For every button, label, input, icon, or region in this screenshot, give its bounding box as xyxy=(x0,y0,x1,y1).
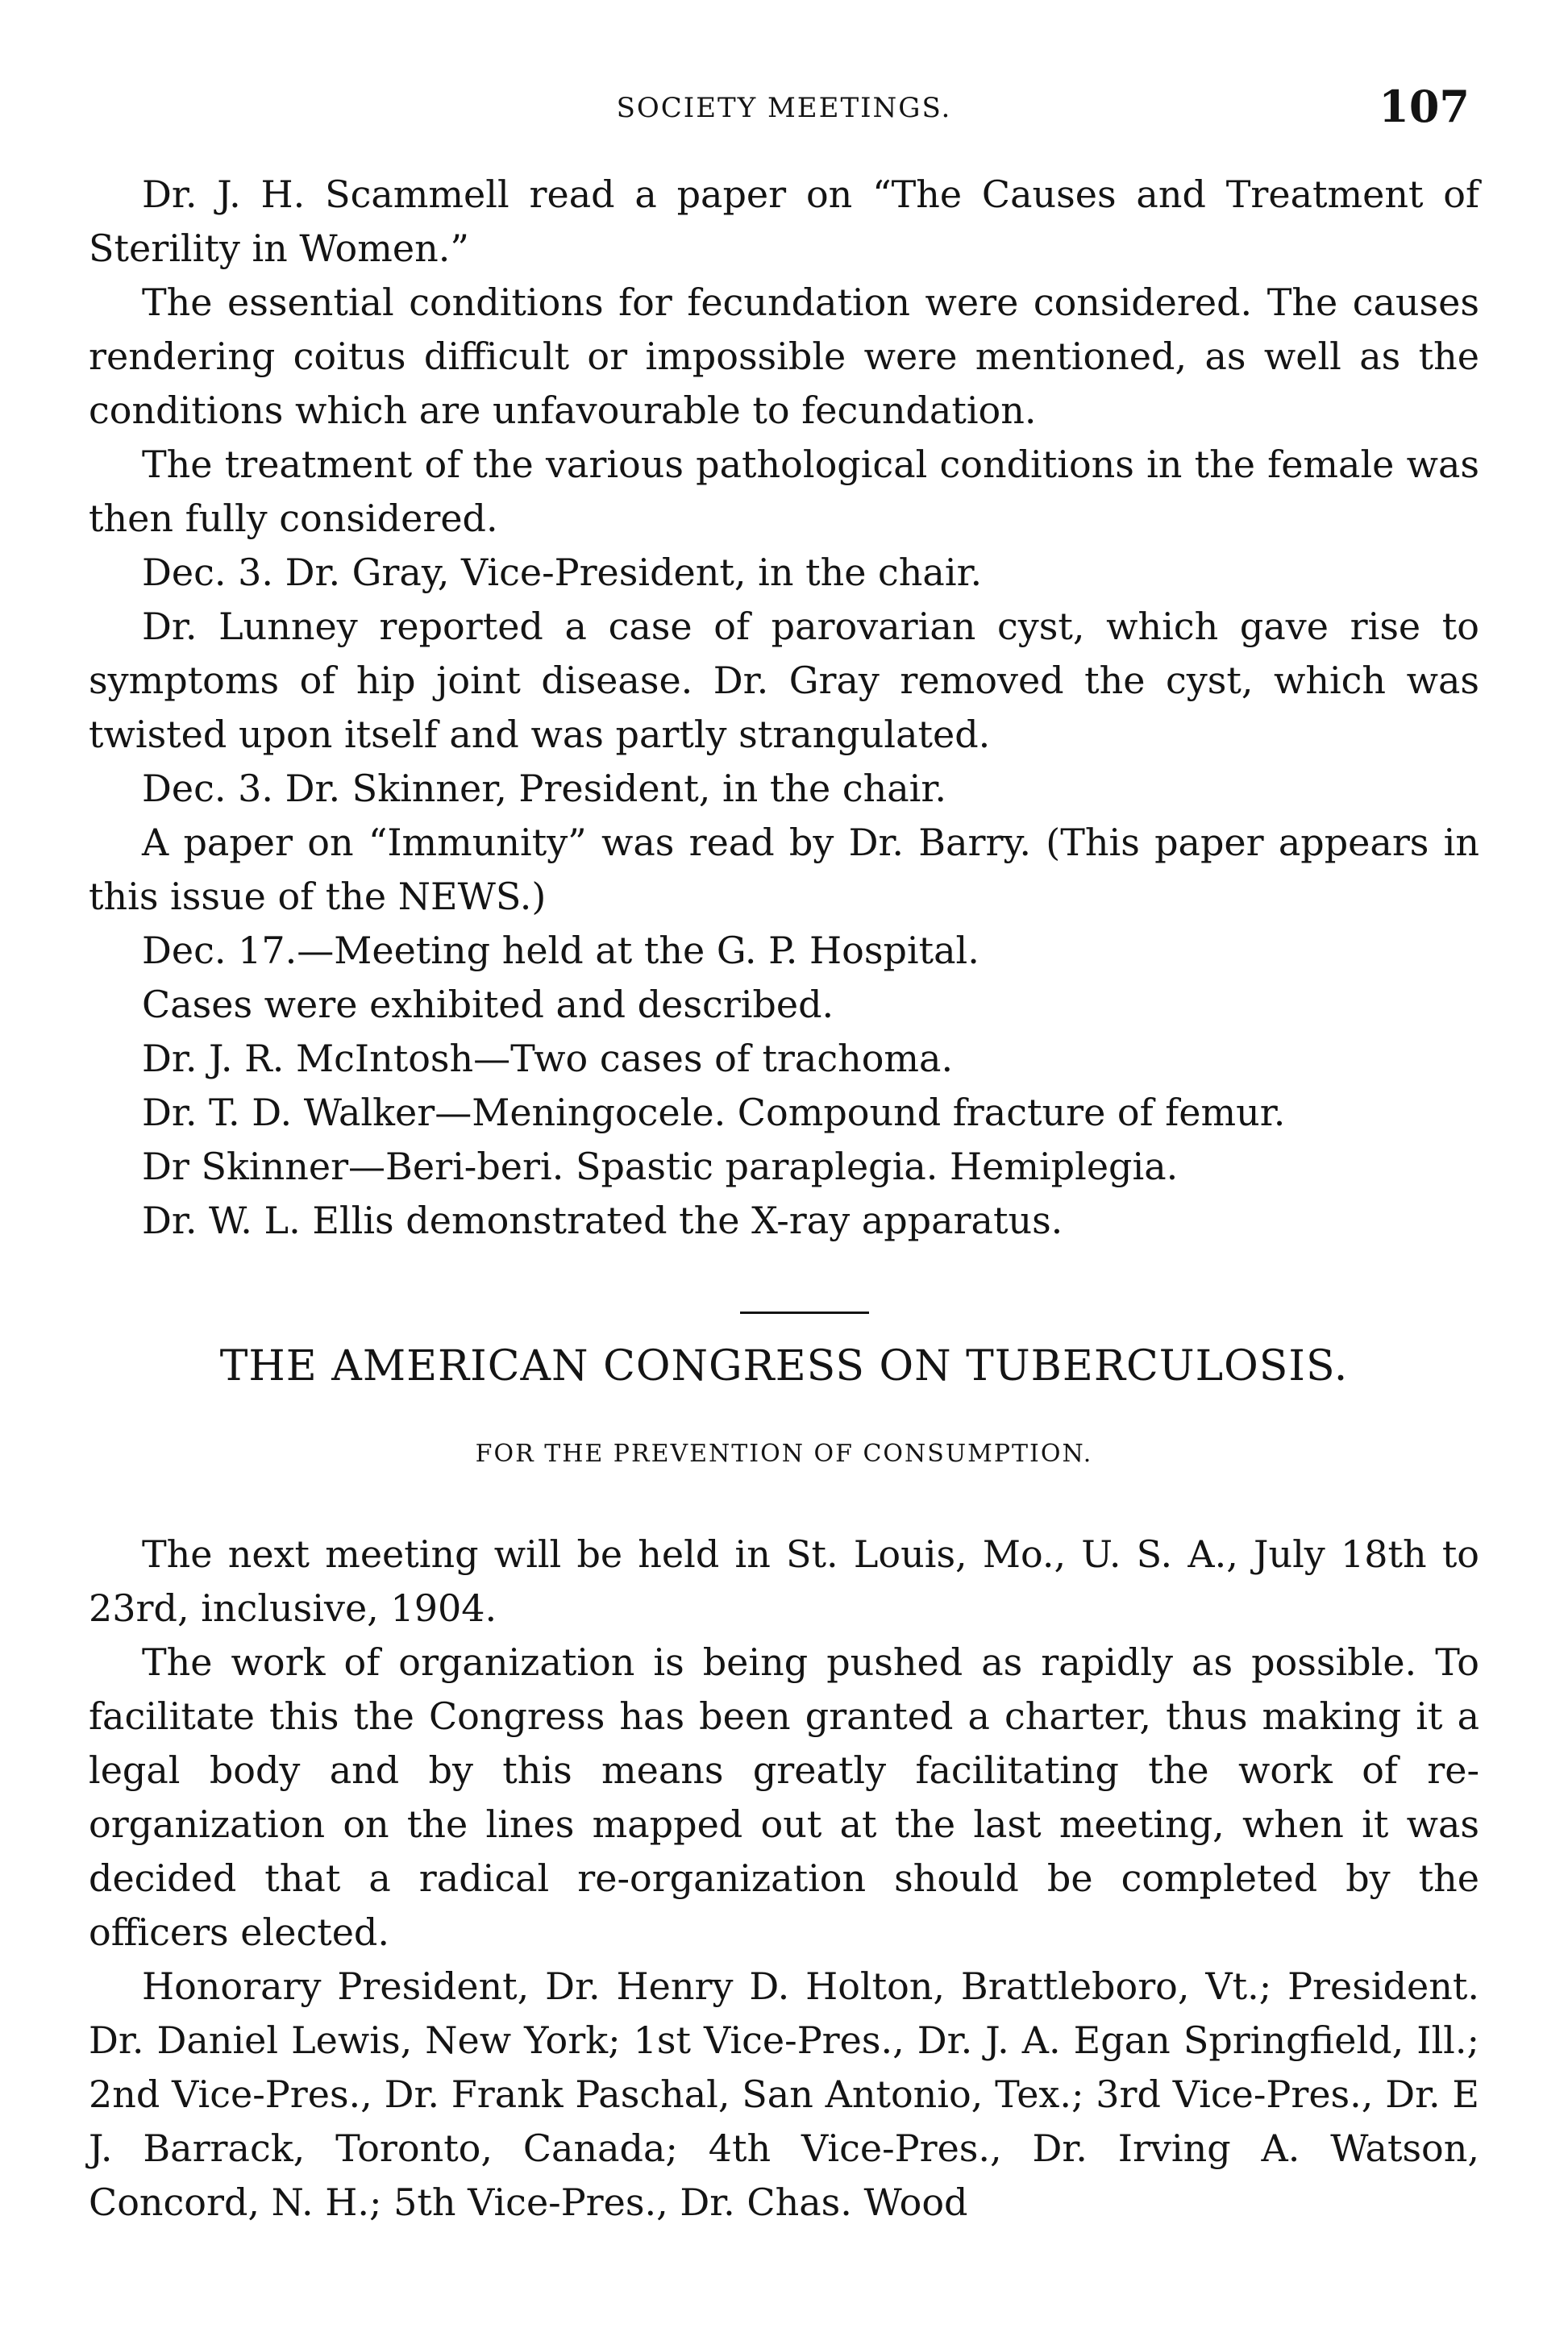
paragraph: The treatment of the various pathological conditions in the female was then fully considered. xyxy=(89,443,1479,540)
paragraph: The essential conditions for fecundation were considered. The causes rendering coitus difficult or impossible were mentioned, as well as the conditions which are unfavourable to fecundation. xyxy=(89,281,1479,432)
paragraph: Cases were exhibited and described. xyxy=(142,983,834,1026)
article-subtitle: FOR THE PREVENTION OF CONSUMPTION. xyxy=(475,1440,1093,1468)
paragraph: Dr. T. D. Walker—Meningocele. Compound fracture of femur. xyxy=(142,1091,1286,1134)
paragraph: Dec. 3. Dr. Skinner, President, in the chair. xyxy=(142,767,946,810)
paragraph: The work of organization is being pushed as rapidly as possible. To facilitate this the Congress has been granted a charter, thus making it a legal body and by this means greatly facilitating the work of re-organization on the lines mapped out at the last meeting, when it was decided that a radical re-organization should be completed by the officers elected. xyxy=(89,1640,1479,1954)
paragraph: Dec. 17.—Meeting held at the G. P. Hospital. xyxy=(142,929,979,972)
page-number: 107 xyxy=(1379,81,1470,132)
article-body xyxy=(89,1528,1479,2230)
paragraph: Dec. 3. Dr. Gray, Vice-President, in the chair. xyxy=(142,551,983,594)
paragraph: The next meeting will be held in St. Louis, Mo., U. S. A., July 18th to 23rd, inclusive, 1904. xyxy=(89,1532,1479,1630)
paragraph: Dr. J. R. McIntosh—Two cases of trachoma. xyxy=(142,1037,954,1080)
running-head-title: SOCIETY MEETINGS. xyxy=(616,92,952,124)
running-head xyxy=(0,81,1568,132)
society-meetings-report xyxy=(89,168,1479,1248)
article-title: THE AMERICAN CONGRESS ON TUBERCULOSIS. xyxy=(219,1342,1349,1391)
paragraph: Honorary President, Dr. Henry D. Holton, Brattleboro, Vt.; President. Dr. Daniel Lewis, New York; 1st Vice-Pres., Dr. J. A. Egan Springfield, Ill.; 2nd Vice-Pres., Dr. Frank Paschal, San Antonio, Tex.; 3rd Vice-Pres., Dr. E J. Barrack, Toronto, Canada; 4th Vice-Pres., Dr. Irving A. Watson, Concord, N. H.; 5th Vice-Pres., Dr. Chas. Wood xyxy=(89,1964,1479,2224)
paragraph: Dr Skinner—Beri-beri. Spastic paraplegia. Hemiplegia. xyxy=(142,1145,1179,1188)
paragraph: Dr. J. H. Scammell read a paper on “The Causes and Treatment of Sterility in Women.” xyxy=(89,173,1479,270)
section-divider xyxy=(740,1312,869,1314)
paragraph: A paper on “Immunity” was read by Dr. Barry. (This paper appears in this issue of the NEWS.) xyxy=(89,821,1479,918)
paragraph: Dr. Lunney reported a case of parovarian cyst, which gave rise to symptoms of hip joint disease. Dr. Gray removed the cyst, which was twisted upon itself and was partly strangulated. xyxy=(89,605,1479,756)
paragraph: Dr. W. L. Ellis demonstrated the X-ray apparatus. xyxy=(142,1199,1063,1242)
